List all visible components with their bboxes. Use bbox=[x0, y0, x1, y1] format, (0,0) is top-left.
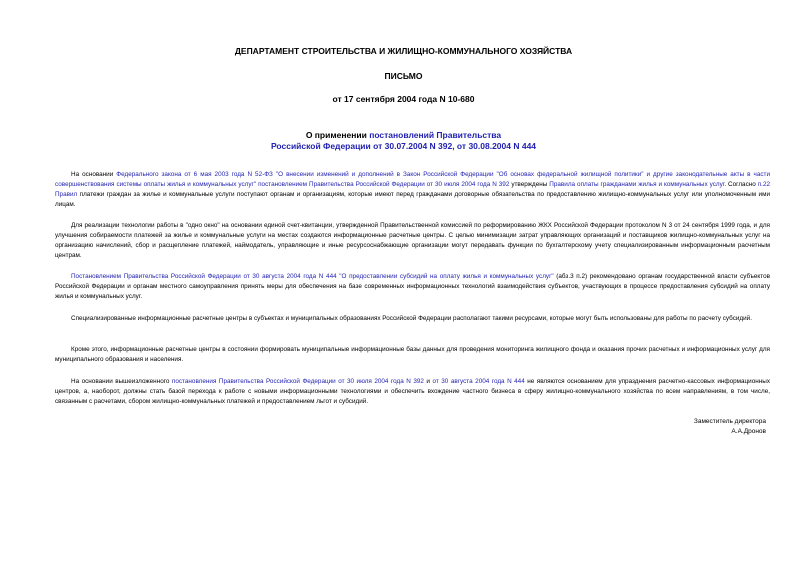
date-number: от 17 сентября 2004 года N 10-680 bbox=[332, 94, 475, 104]
document-title bbox=[0, 130, 807, 152]
p6-text-2: не являются основанием для упразднения расчетно-кассовых информационных центров, а, наоборот, должны стать базой перехода к работе с новыми информационными технологиями и обеспечить вхождение частного бизнеса в сферу жилищно-коммунального хозяйства по всем направлениям, в том числе, связанным с расчетами, сбором жилищно-коммунальных платежей и предоставлением льгот и субсидий. bbox=[55, 378, 770, 405]
link-payment-rules[interactable]: Правила оплаты гражданами жилья и коммунальных услуг bbox=[549, 181, 725, 188]
p3-text-1: (абз.3 п.2) рекомендовано органам государственной власти субъектов Российской Федерации и органам местного самоуправления принять меры для обеспечения на базе современных информационных технологий взаимодействия субъектов, участвующих в процессе предоставления субсидий на оплату жилья и коммунальных услуг. bbox=[55, 273, 770, 300]
link-rules-p22[interactable]: п.22 Правил bbox=[55, 181, 771, 198]
link-resolution-392-b[interactable]: постановления Правительства Российской Федерации от 30 июля 2004 года N 392 bbox=[171, 378, 424, 385]
link-federal-law-52fz[interactable]: Федерального закона от 6 мая 2003 года N 52-ФЗ "О внесении изменений и дополнений в Закон Российской Федерации "Об основах федеральной жилищной политики" и другие законодательные акты в части совершенствования системы оплаты жилья и коммунальных услуг" bbox=[55, 171, 770, 188]
p6-text-0: На основании вышеизложенного bbox=[71, 378, 172, 385]
p1-text-2: утверждены bbox=[509, 181, 550, 188]
paragraph-2: Для реализации технологии работы в "одно окно" на основании единой счет-квитанции, утвержденной Правительственной комиссией по реформированию ЖКХ Российской Федерации протоколом N 3 от 24 сентября 1999 года, и для улучшения собираемости платежей за жилье и коммунальные услуги на местах создаются информационные расчетные центры. С целью минимизации затрат управляющих организаций и поставщиков жилищно-коммунальных услуг на организацию начислений, сбор и расщепление платежей, наймодатель, управляющие и иные ресурсоснабжающие организации могут передавать функции по бухгалтерскому учету специализированным информационным расчетным центрам. bbox=[55, 222, 770, 259]
signature-block bbox=[694, 417, 766, 437]
p1-text-0: На основании bbox=[71, 171, 117, 178]
document-type: ПИСЬМО bbox=[384, 71, 423, 81]
p6-text-1: и bbox=[423, 378, 433, 385]
title-link-resolution-numbers[interactable]: Российской Федерации от 30.07.2004 N 392, от 30.08.2004 N 444 bbox=[270, 141, 537, 151]
paragraph-4: Специализированные информационные расчетные центры в субъектах и муниципальных образованиях Российской Федерации располагают такими ресурсами, которые могут быть использованы для работы по расчету субсидий. bbox=[71, 315, 752, 322]
paragraph-6 bbox=[55, 377, 770, 407]
p1-text-4: платежи граждан за жилье и коммунальные услуги поступают органам и организациям, которые имеют перед гражданами договорные обязательства по предоставлению жилищно-коммунальных услуг или уполномоченным ими лицам. bbox=[55, 191, 770, 208]
paragraph-5: Кроме этого, информационные расчетные центры в состоянии формировать муниципальные информационные базы данных для проведения мониторинга жилищного фонда и оказания прочих расчетных и информационных услуг для муниципального образования и населения. bbox=[55, 346, 770, 363]
title-prefix: О применении bbox=[305, 130, 370, 140]
link-resolution-392[interactable]: постановлением Правительства Российской Федерации от 30 июля 2004 года N 392 bbox=[258, 181, 510, 188]
department-heading: ДЕПАРТАМЕНТ СТРОИТЕЛЬСТВА И ЖИЛИЩНО-КОММУНАЛЬНОГО ХОЗЯЙСТВА bbox=[234, 46, 573, 56]
paragraph-1 bbox=[55, 170, 770, 210]
p1-text-3: . Согласно bbox=[724, 181, 758, 188]
paragraph-3 bbox=[55, 272, 770, 302]
link-resolution-444-b[interactable]: от 30 августа 2004 года N 444 bbox=[432, 378, 525, 385]
signature-name: А.А.Дронов bbox=[731, 428, 766, 435]
title-link-resolutions[interactable]: постановлений Правительства bbox=[369, 130, 502, 140]
link-resolution-444[interactable]: Постановлением Правительства Российской Федерации от 30 августа 2004 года N 444 "О предоставлении субсидий на оплату жилья и коммунальных услуг" bbox=[71, 273, 554, 280]
signature-position: Заместитель директора bbox=[693, 418, 766, 425]
